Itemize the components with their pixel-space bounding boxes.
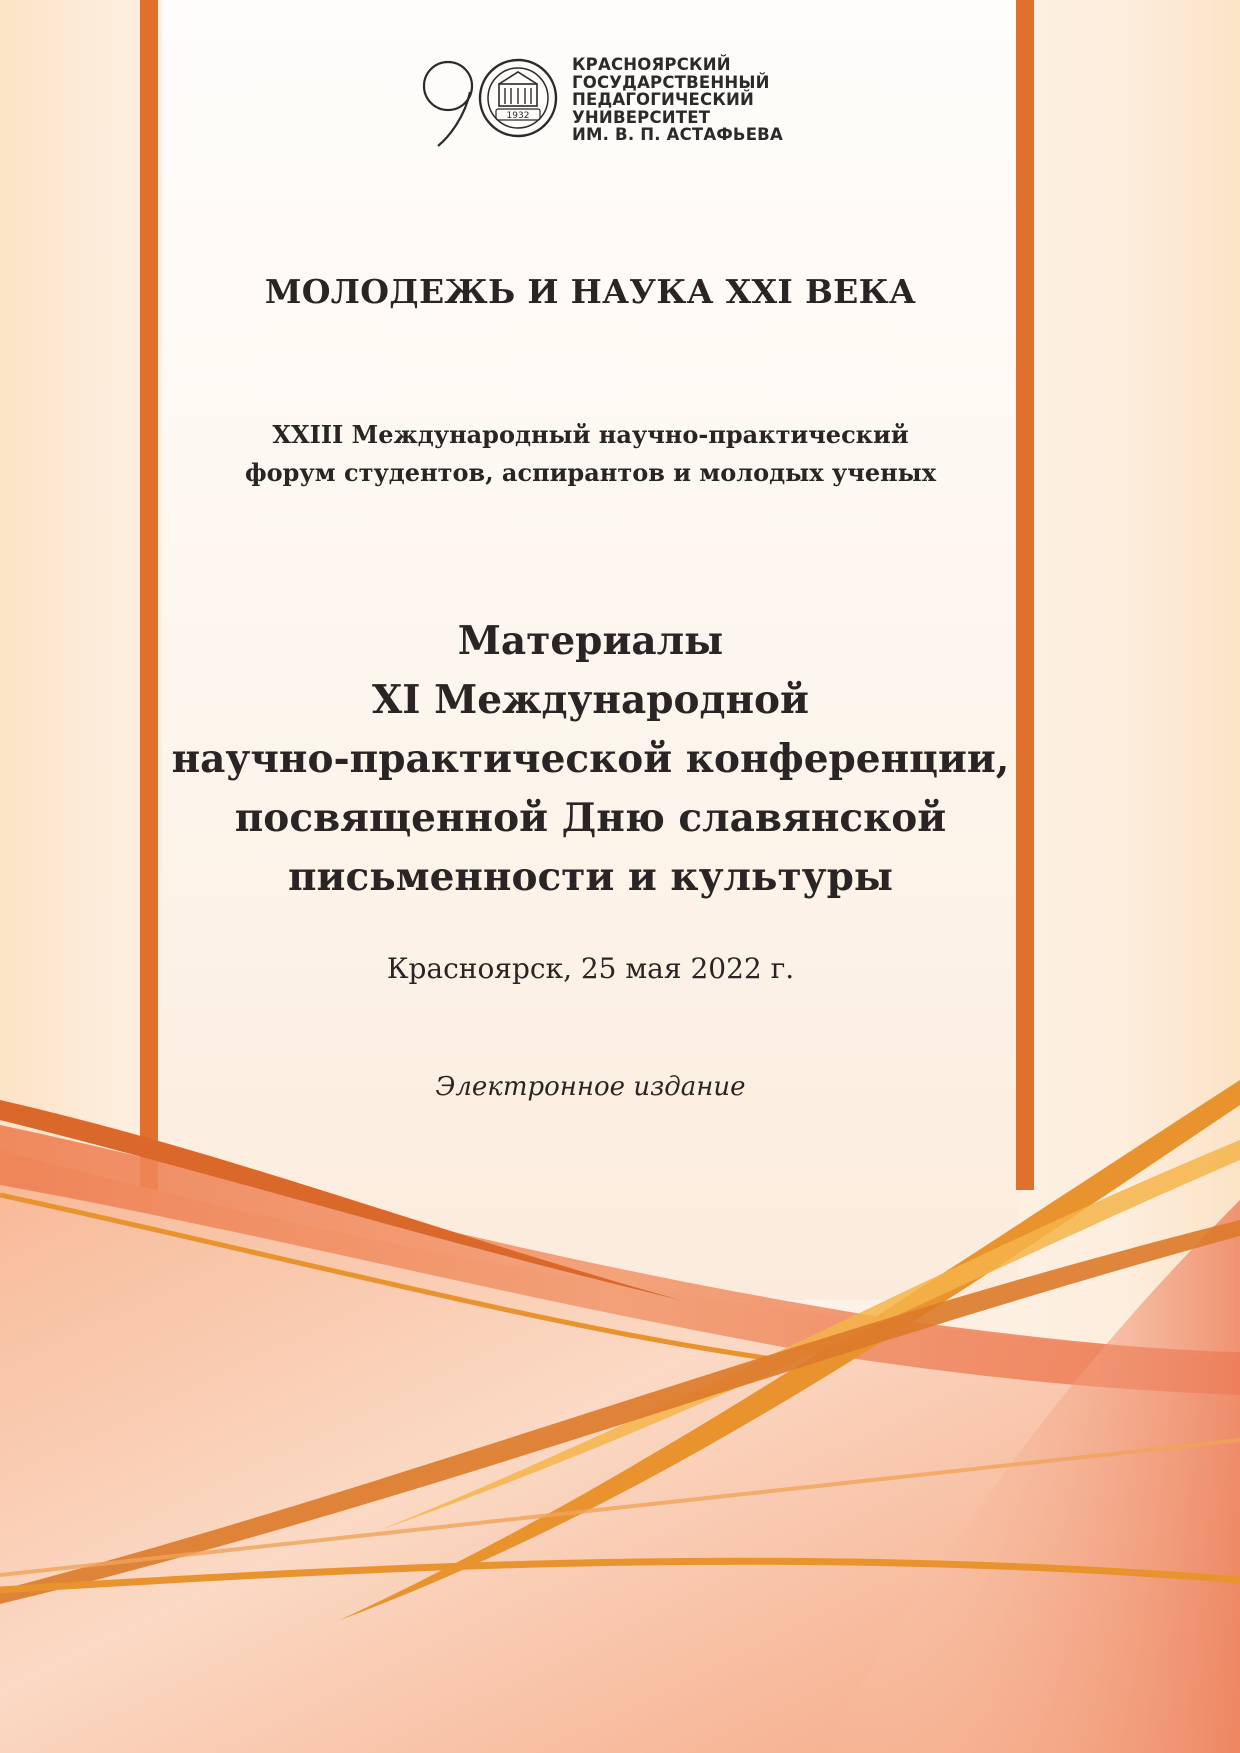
university-name-line: ГОСУДАРСТВЕННЫЙ xyxy=(572,72,770,92)
materials-title-line: Материалы xyxy=(457,618,724,664)
university-logo xyxy=(420,56,840,148)
anniversary-emblem-icon xyxy=(420,56,570,148)
university-name-line: УНИВЕРСИТЕТ xyxy=(572,107,711,127)
university-name-line: КРАСНОЯРСКИЙ xyxy=(572,55,731,74)
university-name-line: ИМ. В. П. АСТАФЬЕВА xyxy=(572,125,783,144)
edition-label: Электронное издание xyxy=(435,1072,746,1102)
forum-title-line: форум студентов, аспирантов и молодых ученых xyxy=(244,458,937,487)
place-date: Красноярск, 25 мая 2022 г. xyxy=(386,952,795,985)
seal-year: 1932 xyxy=(506,111,530,121)
university-name xyxy=(572,56,842,144)
materials-title-line: научно-практической конференции, xyxy=(171,736,1010,782)
university-name-line: ПЕДАГОГИЧЕСКИЙ xyxy=(572,90,755,109)
materials-title-line: XI Международной xyxy=(372,677,809,723)
forum-title xyxy=(162,416,1019,492)
series-title: МОЛОДЕЖЬ И НАУКА XXI ВЕКА xyxy=(264,272,917,311)
materials-title xyxy=(162,612,1019,907)
forum-title-line: XXIII Международный научно-практический xyxy=(272,420,909,449)
materials-title-line: письменности и культуры xyxy=(288,854,893,900)
materials-title-line: посвященной Дню славянской xyxy=(234,795,947,841)
